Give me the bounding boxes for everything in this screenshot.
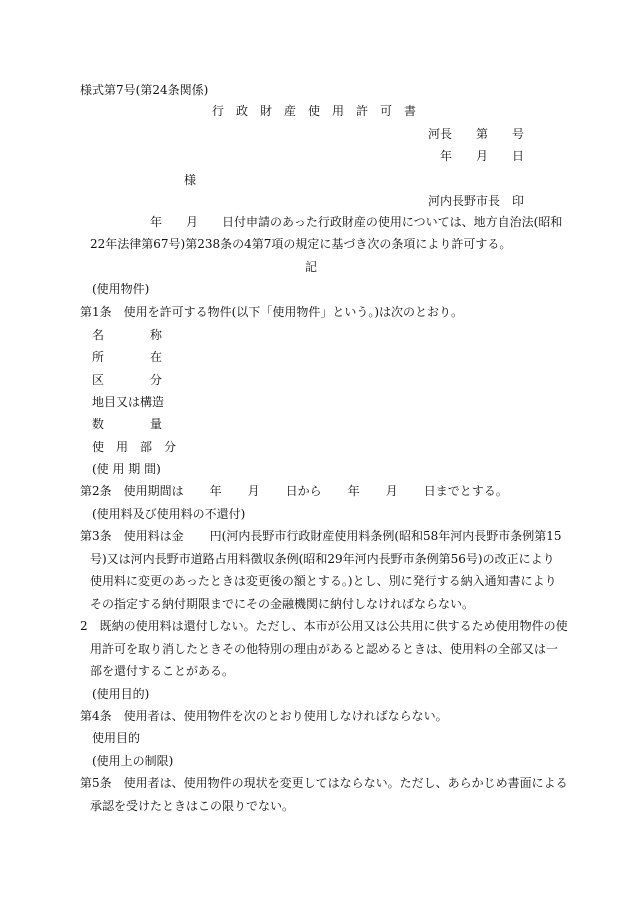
item-quantity-b: 量: [150, 417, 163, 431]
art2-month-to: 月: [385, 484, 398, 498]
art3-lead: 第3条 使用料は金: [80, 529, 184, 543]
item-quantity-a: 数: [92, 417, 105, 431]
intro-line-2: 22年法律第67号)第238条の4第7項の規定に基づき次の条項により許可する。: [90, 237, 512, 251]
item-landtype: 地目又は構造: [92, 395, 165, 409]
article-1: 第1条 使用を許可する物件(以下「使用物件」という。)は次のとおり。: [80, 305, 464, 319]
intro-line-1: [150, 214, 562, 230]
art2-year-to: 年: [347, 484, 360, 498]
item-division-a: 区: [92, 373, 105, 387]
ki-marker: 記: [305, 260, 318, 274]
article-3-line-4: その指定する納付期限までにその金融機関に納付しなければならない。: [90, 597, 475, 611]
article-5-line-2: 承認を受けたときはこの限りでない。: [90, 799, 295, 813]
period-heading: (使 用 期 間): [92, 462, 161, 476]
item-name-a: 名: [92, 328, 105, 342]
issue-date: 年 月 日: [440, 149, 525, 163]
art2-lead: 第2条 使用期間は: [80, 484, 184, 498]
addressee-suffix: 様: [184, 173, 197, 187]
form-label: 様式第7号(第24条関係): [80, 83, 209, 97]
article-3-2-line-1: 2 既納の使用料は還付しない。ただし、本市が公用又は公共用に供するため使用物件の使: [80, 619, 568, 633]
article-2: [80, 483, 508, 499]
fee-heading: (使用料及び使用料の不還付): [92, 507, 246, 521]
article-3-line-2: 号)又は河内長野市道路占用料徴収条例(昭和29年河内長野市条例第56号)の改正により: [90, 552, 555, 566]
item-name-b: 称: [150, 328, 163, 342]
art3-text: 円(河内長野市行政財産使用料条例(昭和58年河内長野市条例第15: [209, 529, 562, 543]
issuer-seal: 河内長野市長 印: [428, 194, 525, 208]
item-location-b: 在: [150, 350, 163, 364]
item-use-part: 使 用 部 分: [92, 440, 177, 454]
intro-month: 月: [186, 215, 199, 229]
item-division-b: 分: [150, 373, 163, 387]
art2-day-from: 日から: [285, 484, 322, 498]
article-3-2-line-2: 用許可を取り消したときその他特別の理由があると認めるときは、使用料の全部又は一: [90, 642, 559, 656]
intro-text: 日付申請のあった行政財産の使用については、地方自治法(昭和: [222, 215, 563, 229]
purpose-label: 使用目的: [92, 731, 141, 745]
article-5-line-1: 第5条 使用者は、使用物件の現状を変更してはならない。ただし、あらかじめ書面による: [80, 776, 568, 790]
art2-month-from: 月: [247, 484, 260, 498]
item-location-a: 所: [92, 350, 105, 364]
document-title: 行 政 財 産 使 用 許 可 書: [212, 104, 417, 118]
restriction-heading: (使用上の制限): [92, 754, 174, 768]
purpose-heading: (使用目的): [92, 687, 150, 701]
article-3-line-1: [80, 528, 562, 544]
property-heading: (使用物件): [92, 282, 150, 296]
document-number: 河長 第 号: [428, 127, 525, 141]
art2-year-from: 年: [209, 484, 222, 498]
art2-day-to: 日までとする。: [423, 484, 508, 498]
article-3-line-3: 使用料に変更のあったときは変更後の額とする。)とし、別に発行する納入通知書により: [90, 574, 557, 588]
article-4: 第4条 使用者は、使用物件を次のとおり使用しなければならない。: [80, 709, 448, 723]
article-3-2-line-3: 部を還付することがある。: [90, 664, 235, 678]
intro-year: 年: [150, 215, 163, 229]
